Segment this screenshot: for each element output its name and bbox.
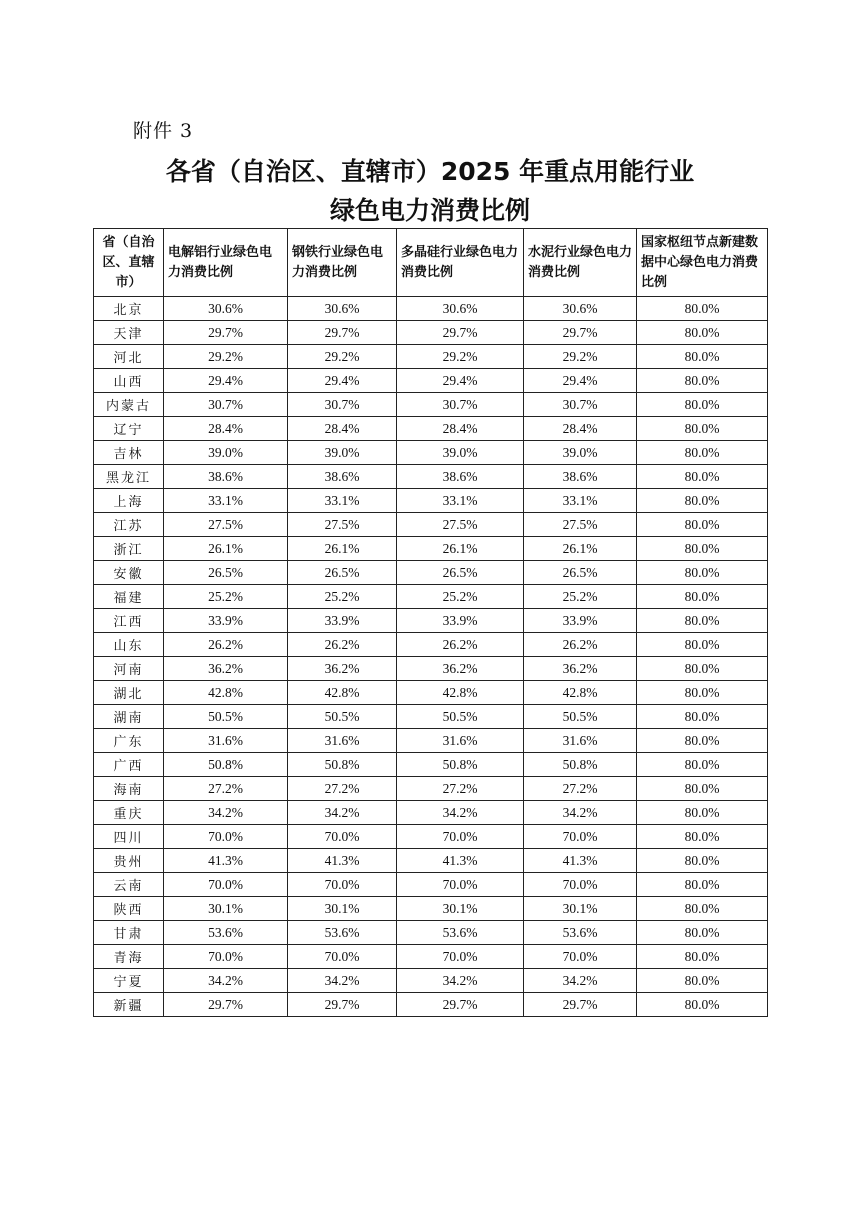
column-header-electrolytic-aluminum: 电解铝行业绿色电力消费比例 xyxy=(164,229,288,297)
steel-cell: 50.5% xyxy=(288,705,397,729)
province-cell: 青海 xyxy=(94,945,164,969)
electrolytic-aluminum-cell: 29.2% xyxy=(164,345,288,369)
province-cell: 江西 xyxy=(94,609,164,633)
province-cell: 吉林 xyxy=(94,441,164,465)
data-center-cell: 80.0% xyxy=(637,969,768,993)
cement-cell: 36.2% xyxy=(524,657,637,681)
steel-cell: 31.6% xyxy=(288,729,397,753)
data-center-cell: 80.0% xyxy=(637,321,768,345)
data-center-cell: 80.0% xyxy=(637,921,768,945)
steel-cell: 26.5% xyxy=(288,561,397,585)
steel-cell: 27.5% xyxy=(288,513,397,537)
data-center-cell: 80.0% xyxy=(637,393,768,417)
electrolytic-aluminum-cell: 34.2% xyxy=(164,969,288,993)
province-cell: 广东 xyxy=(94,729,164,753)
steel-cell: 34.2% xyxy=(288,969,397,993)
province-cell: 福建 xyxy=(94,585,164,609)
data-center-cell: 80.0% xyxy=(637,489,768,513)
polysilicon-cell: 34.2% xyxy=(397,969,524,993)
table-row xyxy=(94,969,768,993)
steel-cell: 41.3% xyxy=(288,849,397,873)
cement-cell: 27.2% xyxy=(524,777,637,801)
data-center-cell: 80.0% xyxy=(637,417,768,441)
polysilicon-cell: 31.6% xyxy=(397,729,524,753)
electrolytic-aluminum-cell: 29.7% xyxy=(164,993,288,1017)
electrolytic-aluminum-cell: 38.6% xyxy=(164,465,288,489)
electrolytic-aluminum-cell: 34.2% xyxy=(164,801,288,825)
electrolytic-aluminum-cell: 70.0% xyxy=(164,873,288,897)
steel-cell: 36.2% xyxy=(288,657,397,681)
polysilicon-cell: 27.2% xyxy=(397,777,524,801)
electrolytic-aluminum-cell: 36.2% xyxy=(164,657,288,681)
province-cell: 北京 xyxy=(94,297,164,321)
cement-cell: 50.8% xyxy=(524,753,637,777)
electrolytic-aluminum-cell: 26.5% xyxy=(164,561,288,585)
cement-cell: 70.0% xyxy=(524,873,637,897)
polysilicon-cell: 29.7% xyxy=(397,321,524,345)
data-center-cell: 80.0% xyxy=(637,777,768,801)
data-center-cell: 80.0% xyxy=(637,633,768,657)
table-row xyxy=(94,321,768,345)
polysilicon-cell: 29.7% xyxy=(397,993,524,1017)
electrolytic-aluminum-cell: 33.9% xyxy=(164,609,288,633)
polysilicon-cell: 26.1% xyxy=(397,537,524,561)
province-cell: 浙江 xyxy=(94,537,164,561)
data-center-cell: 80.0% xyxy=(637,657,768,681)
cement-cell: 29.2% xyxy=(524,345,637,369)
table-row xyxy=(94,369,768,393)
province-cell: 天津 xyxy=(94,321,164,345)
cement-cell: 26.5% xyxy=(524,561,637,585)
province-cell: 陕西 xyxy=(94,897,164,921)
province-cell: 上海 xyxy=(94,489,164,513)
electrolytic-aluminum-cell: 33.1% xyxy=(164,489,288,513)
cement-cell: 34.2% xyxy=(524,969,637,993)
data-center-cell: 80.0% xyxy=(637,753,768,777)
electrolytic-aluminum-cell: 30.7% xyxy=(164,393,288,417)
steel-cell: 70.0% xyxy=(288,945,397,969)
cement-cell: 30.7% xyxy=(524,393,637,417)
cement-cell: 34.2% xyxy=(524,801,637,825)
data-center-cell: 80.0% xyxy=(637,609,768,633)
polysilicon-cell: 26.5% xyxy=(397,561,524,585)
steel-cell: 29.4% xyxy=(288,369,397,393)
document-title-line-1: 各省（自治区、直辖市）2025 年重点用能行业 xyxy=(165,157,695,186)
table-row xyxy=(94,945,768,969)
data-center-cell: 80.0% xyxy=(637,849,768,873)
province-cell: 宁夏 xyxy=(94,969,164,993)
province-cell: 湖南 xyxy=(94,705,164,729)
table-row xyxy=(94,465,768,489)
table-body xyxy=(94,297,768,1017)
cement-cell: 39.0% xyxy=(524,441,637,465)
cement-cell: 26.2% xyxy=(524,633,637,657)
steel-cell: 70.0% xyxy=(288,873,397,897)
polysilicon-cell: 29.2% xyxy=(397,345,524,369)
column-header-data-center: 国家枢纽节点新建数据中心绿色电力消费比例 xyxy=(637,229,768,297)
polysilicon-cell: 28.4% xyxy=(397,417,524,441)
steel-cell: 30.1% xyxy=(288,897,397,921)
data-center-cell: 80.0% xyxy=(637,537,768,561)
steel-cell: 29.7% xyxy=(288,993,397,1017)
data-center-cell: 80.0% xyxy=(637,561,768,585)
data-center-cell: 80.0% xyxy=(637,441,768,465)
data-center-cell: 80.0% xyxy=(637,729,768,753)
electrolytic-aluminum-cell: 39.0% xyxy=(164,441,288,465)
table-row xyxy=(94,921,768,945)
data-center-cell: 80.0% xyxy=(637,873,768,897)
polysilicon-cell: 30.7% xyxy=(397,393,524,417)
data-center-cell: 80.0% xyxy=(637,993,768,1017)
electrolytic-aluminum-cell: 27.5% xyxy=(164,513,288,537)
cement-cell: 41.3% xyxy=(524,849,637,873)
polysilicon-cell: 50.5% xyxy=(397,705,524,729)
table-row xyxy=(94,729,768,753)
cement-cell: 70.0% xyxy=(524,945,637,969)
province-cell: 黑龙江 xyxy=(94,465,164,489)
cement-cell: 42.8% xyxy=(524,681,637,705)
province-cell: 四川 xyxy=(94,825,164,849)
electrolytic-aluminum-cell: 53.6% xyxy=(164,921,288,945)
polysilicon-cell: 41.3% xyxy=(397,849,524,873)
steel-cell: 50.8% xyxy=(288,753,397,777)
polysilicon-cell: 39.0% xyxy=(397,441,524,465)
province-cell: 新疆 xyxy=(94,993,164,1017)
cement-cell: 53.6% xyxy=(524,921,637,945)
steel-cell: 70.0% xyxy=(288,825,397,849)
data-center-cell: 80.0% xyxy=(637,585,768,609)
table-row xyxy=(94,441,768,465)
province-cell: 湖北 xyxy=(94,681,164,705)
electrolytic-aluminum-cell: 41.3% xyxy=(164,849,288,873)
province-cell: 云南 xyxy=(94,873,164,897)
steel-cell: 30.6% xyxy=(288,297,397,321)
cement-cell: 50.5% xyxy=(524,705,637,729)
polysilicon-cell: 42.8% xyxy=(397,681,524,705)
table-row xyxy=(94,537,768,561)
column-header-cement: 水泥行业绿色电力消费比例 xyxy=(524,229,637,297)
cement-cell: 30.1% xyxy=(524,897,637,921)
attachment-label: 附件 3 xyxy=(133,120,194,142)
column-header-province: 省（自治区、直辖市） xyxy=(94,229,164,297)
polysilicon-cell: 30.6% xyxy=(397,297,524,321)
electrolytic-aluminum-cell: 50.5% xyxy=(164,705,288,729)
electrolytic-aluminum-cell: 31.6% xyxy=(164,729,288,753)
cement-cell: 29.7% xyxy=(524,321,637,345)
electrolytic-aluminum-cell: 29.4% xyxy=(164,369,288,393)
data-center-cell: 80.0% xyxy=(637,945,768,969)
steel-cell: 42.8% xyxy=(288,681,397,705)
table-row xyxy=(94,897,768,921)
steel-cell: 28.4% xyxy=(288,417,397,441)
data-center-cell: 80.0% xyxy=(637,465,768,489)
cement-cell: 28.4% xyxy=(524,417,637,441)
cement-cell: 30.6% xyxy=(524,297,637,321)
province-cell: 内蒙古 xyxy=(94,393,164,417)
cement-cell: 38.6% xyxy=(524,465,637,489)
data-center-cell: 80.0% xyxy=(637,345,768,369)
cement-cell: 33.9% xyxy=(524,609,637,633)
column-header-polysilicon: 多晶硅行业绿色电力消费比例 xyxy=(397,229,524,297)
table-row xyxy=(94,513,768,537)
steel-cell: 33.1% xyxy=(288,489,397,513)
province-cell: 河南 xyxy=(94,657,164,681)
province-cell: 广西 xyxy=(94,753,164,777)
electrolytic-aluminum-cell: 70.0% xyxy=(164,945,288,969)
polysilicon-cell: 33.9% xyxy=(397,609,524,633)
province-cell: 安徽 xyxy=(94,561,164,585)
polysilicon-cell: 30.1% xyxy=(397,897,524,921)
table-row xyxy=(94,777,768,801)
data-center-cell: 80.0% xyxy=(637,297,768,321)
polysilicon-cell: 27.5% xyxy=(397,513,524,537)
electrolytic-aluminum-cell: 25.2% xyxy=(164,585,288,609)
table-row xyxy=(94,681,768,705)
table-row xyxy=(94,801,768,825)
electrolytic-aluminum-cell: 27.2% xyxy=(164,777,288,801)
steel-cell: 27.2% xyxy=(288,777,397,801)
electrolytic-aluminum-cell: 50.8% xyxy=(164,753,288,777)
cement-cell: 29.4% xyxy=(524,369,637,393)
electrolytic-aluminum-cell: 28.4% xyxy=(164,417,288,441)
steel-cell: 26.2% xyxy=(288,633,397,657)
document-title-line-2: 绿色电力消费比例 xyxy=(329,196,530,225)
electrolytic-aluminum-cell: 26.2% xyxy=(164,633,288,657)
steel-cell: 30.7% xyxy=(288,393,397,417)
cement-cell: 27.5% xyxy=(524,513,637,537)
province-cell: 山东 xyxy=(94,633,164,657)
table-row xyxy=(94,585,768,609)
province-cell: 甘肃 xyxy=(94,921,164,945)
polysilicon-cell: 34.2% xyxy=(397,801,524,825)
table-row xyxy=(94,609,768,633)
table-row xyxy=(94,993,768,1017)
polysilicon-cell: 25.2% xyxy=(397,585,524,609)
polysilicon-cell: 70.0% xyxy=(397,825,524,849)
steel-cell: 29.7% xyxy=(288,321,397,345)
table-row xyxy=(94,873,768,897)
polysilicon-cell: 26.2% xyxy=(397,633,524,657)
green-power-ratio-table xyxy=(93,228,768,1017)
electrolytic-aluminum-cell: 42.8% xyxy=(164,681,288,705)
cement-cell: 31.6% xyxy=(524,729,637,753)
table-row xyxy=(94,297,768,321)
polysilicon-cell: 38.6% xyxy=(397,465,524,489)
province-cell: 海南 xyxy=(94,777,164,801)
electrolytic-aluminum-cell: 70.0% xyxy=(164,825,288,849)
polysilicon-cell: 70.0% xyxy=(397,945,524,969)
data-center-cell: 80.0% xyxy=(637,705,768,729)
steel-cell: 38.6% xyxy=(288,465,397,489)
electrolytic-aluminum-cell: 29.7% xyxy=(164,321,288,345)
electrolytic-aluminum-cell: 26.1% xyxy=(164,537,288,561)
province-cell: 贵州 xyxy=(94,849,164,873)
steel-cell: 25.2% xyxy=(288,585,397,609)
data-center-cell: 80.0% xyxy=(637,897,768,921)
polysilicon-cell: 70.0% xyxy=(397,873,524,897)
steel-cell: 29.2% xyxy=(288,345,397,369)
table-row xyxy=(94,561,768,585)
cement-cell: 33.1% xyxy=(524,489,637,513)
table-row xyxy=(94,657,768,681)
table-row xyxy=(94,753,768,777)
cement-cell: 70.0% xyxy=(524,825,637,849)
table-row xyxy=(94,345,768,369)
cement-cell: 29.7% xyxy=(524,993,637,1017)
polysilicon-cell: 50.8% xyxy=(397,753,524,777)
table-row xyxy=(94,825,768,849)
province-cell: 山西 xyxy=(94,369,164,393)
steel-cell: 26.1% xyxy=(288,537,397,561)
polysilicon-cell: 29.4% xyxy=(397,369,524,393)
table-row xyxy=(94,705,768,729)
cement-cell: 25.2% xyxy=(524,585,637,609)
table-row xyxy=(94,633,768,657)
steel-cell: 53.6% xyxy=(288,921,397,945)
province-cell: 重庆 xyxy=(94,801,164,825)
column-header-steel: 钢铁行业绿色电力消费比例 xyxy=(288,229,397,297)
table-row xyxy=(94,849,768,873)
data-center-cell: 80.0% xyxy=(637,513,768,537)
data-center-cell: 80.0% xyxy=(637,801,768,825)
electrolytic-aluminum-cell: 30.6% xyxy=(164,297,288,321)
steel-cell: 39.0% xyxy=(288,441,397,465)
cement-cell: 26.1% xyxy=(524,537,637,561)
province-cell: 辽宁 xyxy=(94,417,164,441)
table-header-row xyxy=(94,229,768,297)
polysilicon-cell: 36.2% xyxy=(397,657,524,681)
province-cell: 河北 xyxy=(94,345,164,369)
data-center-cell: 80.0% xyxy=(637,369,768,393)
province-cell: 江苏 xyxy=(94,513,164,537)
table-row xyxy=(94,417,768,441)
steel-cell: 33.9% xyxy=(288,609,397,633)
steel-cell: 34.2% xyxy=(288,801,397,825)
table-row xyxy=(94,489,768,513)
table-row xyxy=(94,393,768,417)
data-center-cell: 80.0% xyxy=(637,825,768,849)
electrolytic-aluminum-cell: 30.1% xyxy=(164,897,288,921)
data-center-cell: 80.0% xyxy=(637,681,768,705)
polysilicon-cell: 53.6% xyxy=(397,921,524,945)
polysilicon-cell: 33.1% xyxy=(397,489,524,513)
